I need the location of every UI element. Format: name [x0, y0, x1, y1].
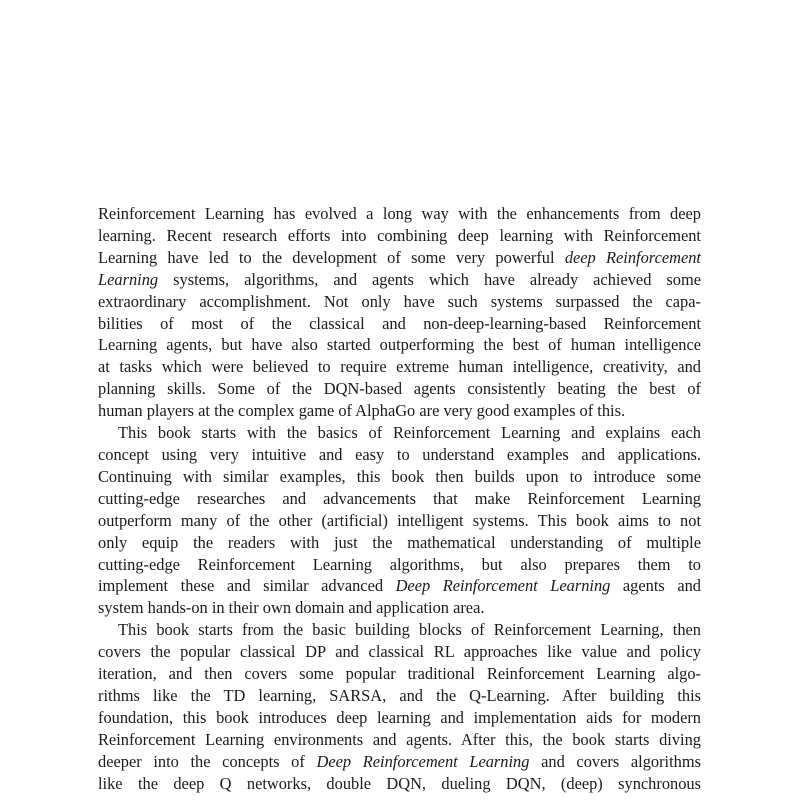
text-line: [98, 356, 701, 378]
text-run: cutting-edge researches and advancements that make Reinforcement Learning: [98, 488, 701, 508]
text-run: like the deep Q networks, double DQN, dueling DQN, (deep) synchronous: [98, 773, 701, 793]
text-line: [98, 400, 701, 422]
text-run: Reinforcement Learning has evolved a long way with the enhancements from deep: [98, 204, 701, 223]
paragraph: [98, 203, 701, 422]
text-run: learning. Recent research efforts into combining deep learning with Reinforcement: [98, 225, 701, 245]
text-line: [98, 663, 701, 685]
emphasized-text: Learning: [98, 269, 159, 289]
text-line: [98, 466, 701, 488]
text-run: This book starts from the basic building blocks of Reinforcement Learning, then: [118, 620, 701, 640]
text-line: [98, 247, 701, 269]
text-run: at tasks which were believed to require extreme human intelligence, creativity, and: [98, 357, 701, 377]
text-run: This book starts with the basics of Reinforcement Learning and explains each: [118, 423, 701, 443]
text-line: [98, 773, 701, 795]
text-run: Learning agents, but have also started outperforming the best of human intelligence: [98, 335, 701, 355]
text-line: [98, 751, 701, 773]
text-line: [98, 554, 701, 576]
text-line: [98, 488, 701, 510]
text-line: [98, 269, 701, 291]
text-run: Learning have led to the development of some very powerful: [98, 247, 565, 267]
text-run: concept using very intuitive and easy to understand examples and applications.: [98, 444, 701, 464]
text-line: [98, 685, 701, 707]
text-run: outperform many of the other (artificial) intelligent systems. This book aims to not: [98, 510, 701, 530]
text-run: bilities of most of the classical and non-deep-learning-based Reinforcement: [98, 313, 701, 333]
text-run: foundation, this book introduces deep learning and implementation aids for modern: [98, 707, 701, 727]
text-line: [98, 444, 701, 466]
text-run: only equip the readers with just the mathematical understanding of multiple: [98, 532, 701, 552]
text-run: Reinforcement Learning environments and agents. After this, the book starts diving: [98, 729, 701, 749]
emphasized-text: Deep Reinforcement Learning: [316, 751, 530, 771]
text-line: [98, 510, 701, 532]
text-line: [98, 203, 701, 225]
text-run: human players at the complex game of AlphaGo are very good examples of this.: [98, 401, 626, 421]
text-run: rithms like the TD learning, SARSA, and the Q-Learning. After building this: [98, 685, 701, 705]
text-run: extraordinary accomplishment. Not only have such systems surpassed the capa-: [98, 291, 701, 311]
text-run: deeper into the concepts of: [98, 751, 317, 771]
emphasized-text: deep Reinforcement: [564, 247, 701, 267]
text-line: [98, 707, 701, 729]
text-run: cutting-edge Reinforcement Learning algorithms, but also prepares them to: [98, 554, 701, 574]
text-line: [98, 422, 701, 444]
text-line: [98, 378, 701, 400]
text-run: systems, algorithms, and agents which have already achieved some: [158, 269, 701, 289]
text-line: [98, 619, 701, 641]
text-run: system hands-on in their own domain and application area.: [98, 598, 485, 618]
text-line: [98, 225, 701, 247]
paragraph: [98, 422, 701, 619]
text-run: and covers algorithms: [529, 751, 701, 771]
text-run: implement these and similar advanced: [98, 576, 396, 596]
text-line: [98, 291, 701, 313]
text-line: [98, 729, 701, 751]
text-run: agents and: [610, 576, 701, 596]
body-text: [98, 203, 701, 794]
paragraph: [98, 619, 701, 794]
emphasized-text: Deep Reinforcement Learning: [395, 576, 611, 596]
text-line: [98, 334, 701, 356]
text-line: [98, 597, 701, 619]
text-line: [98, 532, 701, 554]
text-line: [98, 575, 701, 597]
text-line: [98, 641, 701, 663]
text-run: planning skills. Some of the DQN-based agents consistently beating the best of: [98, 379, 701, 399]
text-line: [98, 313, 701, 335]
text-run: iteration, and then covers some popular traditional Reinforcement Learning algo-: [98, 664, 701, 684]
text-run: Continuing with similar examples, this book then builds upon to introduce some: [98, 466, 701, 486]
text-run: covers the popular classical DP and classical RL approaches like value and policy: [98, 642, 701, 662]
